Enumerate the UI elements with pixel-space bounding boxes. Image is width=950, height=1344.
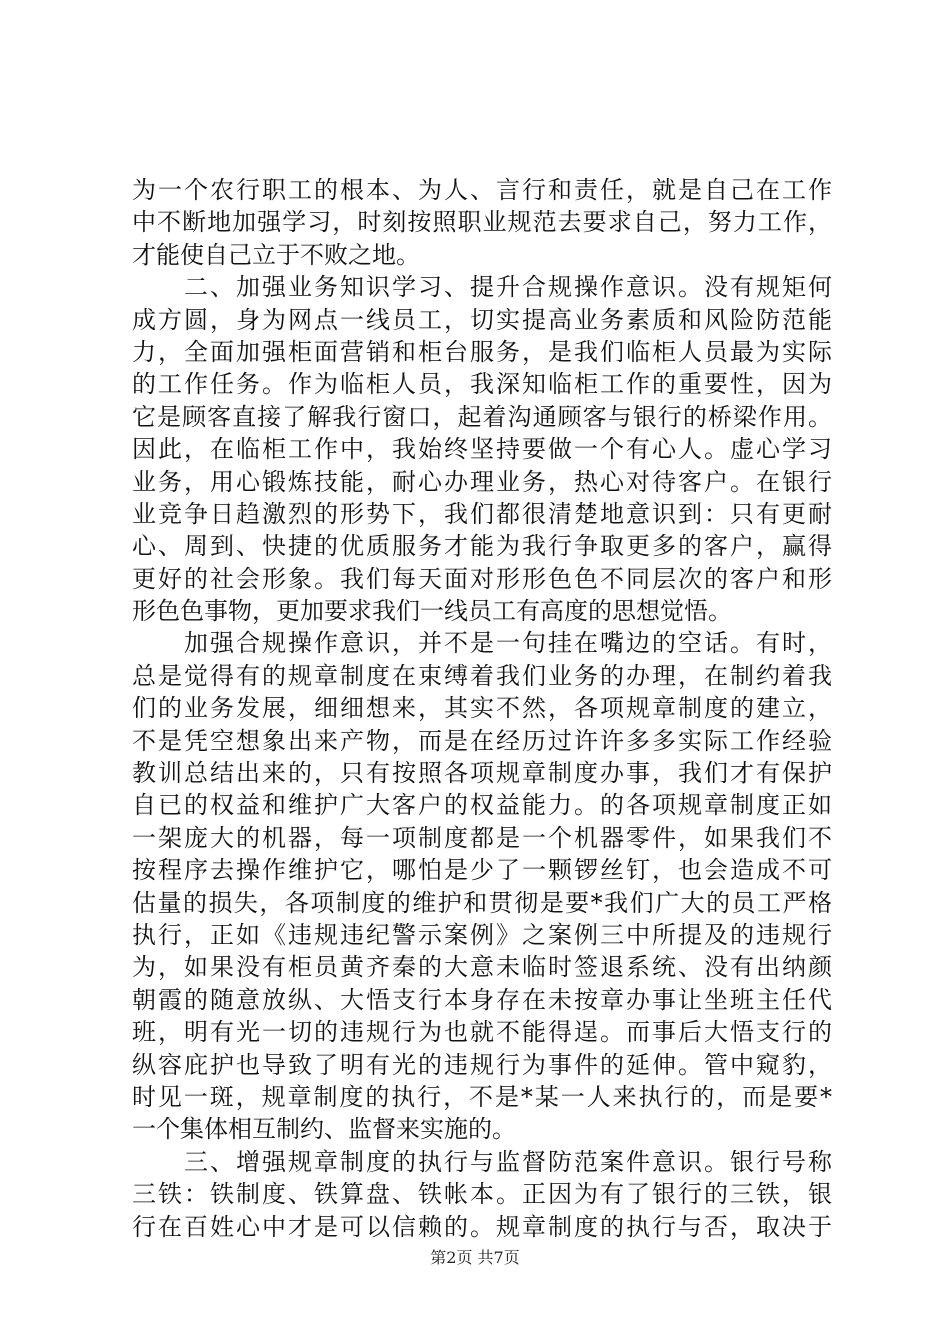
body-text-line: 业务，用心锻炼技能，耐心办理业务，热心对待客户。在银行 bbox=[132, 467, 832, 496]
body-text-line: 三铁：铁制度、铁算盘、铁帐本。正因为有了银行的三铁，银 bbox=[132, 1180, 832, 1209]
body-text-line: 纵容庇护也导致了明有光的违规行为事件的延伸。管中窥豹， bbox=[132, 1050, 832, 1079]
body-text-line: 的工作任务。作为临柜人员，我深知临柜工作的重要性，因为 bbox=[132, 370, 832, 399]
page-number-footer: 第2页 共7页 bbox=[430, 1248, 520, 1267]
body-text-line: 它是顾客直接了解我行窗口，起着沟通顾客与银行的桥梁作用。 bbox=[132, 402, 832, 431]
body-text-line: 朝霞的随意放纵、大悟支行本身存在未按章办事让坐班主任代 bbox=[132, 985, 832, 1014]
body-text-line: 们的业务发展，细细想来，其实不然，各项规章制度的建立， bbox=[132, 694, 832, 723]
body-text-line: 二、加强业务知识学习、提升合规操作意识。没有规矩何 bbox=[132, 273, 832, 302]
body-text-line: 力，全面加强柜面营销和柜台服务，是我们临柜人员最为实际 bbox=[132, 337, 832, 366]
body-text-line: 自已的权益和维护广大客户的权益能力。的各项规章制度正如 bbox=[132, 791, 832, 820]
body-text-line: 更好的社会形象。我们每天面对形形色色不同层次的客户和形 bbox=[132, 564, 832, 593]
body-text-line: 成方圆，身为网点一线员工，切实提高业务素质和风险防范能 bbox=[132, 305, 832, 334]
body-text-line: 加强合规操作意识，并不是一句挂在嘴边的空话。有时， bbox=[132, 629, 832, 658]
body-text-line: 总是觉得有的规章制度在束缚着我们业务的办理，在制约着我 bbox=[132, 661, 832, 690]
document-body bbox=[132, 174, 832, 1243]
body-text-line: 为一个农行职工的根本、为人、言行和责任，就是自己在工作 bbox=[132, 176, 832, 204]
body-text-line: 估量的损失，各项制度的维护和贯彻是要*我们广大的员工严格 bbox=[132, 888, 832, 917]
body-text-line: 因此，在临柜工作中，我始终坚持要做一个有心人。虚心学习 bbox=[132, 435, 832, 464]
body-text-line: 教训总结出来的，只有按照各项规章制度办事，我们才有保护 bbox=[132, 759, 832, 788]
body-text-line: 业竞争日趋激烈的形势下，我们都很清楚地意识到：只有更耐 bbox=[132, 499, 832, 528]
body-text-line: 形色色事物，更加要求我们一线员工有高度的思想觉悟。 bbox=[132, 597, 732, 626]
body-text-line: 执行，正如《违规违纪警示案例》之案例三中所提及的违规行 bbox=[132, 920, 832, 949]
body-text-line: 心、周到、快捷的优质服务才能为我行争取更多的客户，赢得 bbox=[132, 532, 832, 561]
body-text-line: 中不断地加强学习，时刻按照职业规范去要求自己，努力工作， bbox=[132, 208, 832, 237]
body-text-line: 三、增强规章制度的执行与监督防范案件意识。银行号称 bbox=[132, 1147, 832, 1176]
body-text-line: 按程序去操作维护它，哪怕是少了一颗锣丝钉，也会造成不可 bbox=[132, 856, 832, 885]
body-text-line: 时见一斑，规章制度的执行，不是*某一人来执行的，而是要* bbox=[132, 1082, 832, 1111]
body-text-line: 行在百姓心中才是可以信赖的。规章制度的执行与否，取决于 bbox=[132, 1212, 832, 1241]
body-text-line: 为，如果没有柜员黄齐秦的大意未临时签退系统、没有出纳颜 bbox=[132, 953, 832, 982]
body-text-line: 班，明有光一切的违规行为也就不能得逞。而事后大悟支行的 bbox=[132, 1018, 832, 1047]
body-text-line: 一架庞大的机器，每一项制度都是一个机器零件，如果我们不 bbox=[132, 823, 832, 852]
body-text-line: 一个集体相互制约、监督来实施的。 bbox=[132, 1115, 516, 1144]
body-text-line: 不是凭空想象出来产物，而是在经历过许许多多实际工作经验 bbox=[132, 726, 832, 755]
body-text-line: 才能使自己立于不败之地。 bbox=[132, 240, 420, 269]
